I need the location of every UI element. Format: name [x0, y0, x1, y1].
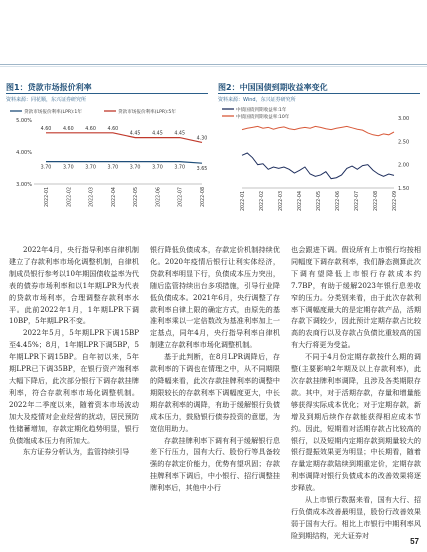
- paragraph: 银行降低负债成本，存款定价机制持续优化。2020年疫情后银行让利实体经济，贷款利率明显下行，负债成本压力突出，随后监管持续出台多项措施，引导行业降低负债成本。2021年6月，央行调整了存款利率自律上限的确定方式，由原先的基准利率乘以一定倍数改为基准利率加上一定基点，同年4月，央行指导利率自律机制建立存款利率市场化调整机制。: [150, 245, 280, 350]
- data-label: 3.70: [62, 165, 74, 171]
- x-tick-label: 2022-03: [89, 187, 95, 208]
- data-label: 4.45: [152, 131, 163, 137]
- x-tick-label: 2022-07: [178, 187, 184, 208]
- x-tick-label: 2022-01: [241, 191, 246, 212]
- legend-label: 贷款市场报价利率(LPR):1年: [24, 110, 82, 115]
- x-tick-label: 2022-05: [317, 191, 322, 212]
- data-label: 3.70: [174, 165, 186, 171]
- data-label: 4.60: [85, 126, 96, 132]
- paragraph: 存款挂牌利率下调有利于缓解银行息差下行压力，国有大行、股份行等具备较强的存款定价能力，优势有望巩固；存款挂牌利率下调后，中小银行、招行调整挂牌利率后，其他中小行: [150, 435, 280, 493]
- series-line: [46, 162, 202, 164]
- y-tick-label: 3.00%: [16, 182, 32, 188]
- data-label: 4.45: [174, 131, 186, 137]
- y-tick-label: 4.00%: [16, 150, 32, 156]
- x-tick-label: 2022-09: [393, 191, 398, 212]
- x-tick-label: 2022-08: [201, 187, 206, 208]
- figure-2-source: 资料来源：Wind，东兴证券研究所: [218, 97, 296, 103]
- y-tick-label: 1.50: [398, 186, 410, 192]
- data-label: 3.65: [196, 167, 208, 173]
- figure-1-source: 资料来源：同花顺，东兴证券研究所: [6, 97, 87, 103]
- data-label: 3.70: [152, 165, 163, 171]
- data-label: 4.45: [129, 131, 141, 137]
- x-tick-label: 2022-04: [298, 191, 303, 212]
- x-tick-label: 2022-08: [374, 191, 379, 212]
- x-tick-label: 2022-07: [355, 191, 360, 212]
- y-tick-label: 2.50: [398, 139, 410, 146]
- data-label: 3.70: [85, 165, 96, 171]
- text-column-1: [9, 244, 139, 458]
- figure-1-title: 图1：贷款市场报价利率: [6, 83, 92, 92]
- figure-2-chart: [218, 106, 420, 230]
- legend-label: 贷款市场报价利率(LPR):5年: [118, 110, 176, 115]
- header-rule: [0, 64, 427, 65]
- figure-2: [218, 80, 420, 230]
- x-tick-label: 2022-06: [156, 187, 162, 208]
- bond-yield-line-chart: [218, 106, 420, 230]
- paragraph: 2022年5月，5年期LPR下调15BP至4.45%；8月，1年期LPR下调5BP，5年期LPR下调15BP。自年初以来，5年期LPR已下调35BP，在银行资产端利率大幅下降后，此次部分银行下调存款挂牌利率，符合存款利率市场化调整机制。2022年二季度以来，随着资本市场波动加大及疫情对企业经营的扰动，居民预防性储蓄增加，存款定期化趋势明显，银行负债端成本压力有所加大。: [9, 328, 139, 445]
- paragraph: 基于此判断，在8月LPR调降后，存款利率的下调也在情理之中，从不同期限的降幅来看，此次存款挂牌利率的调整中期限较长的存款利率下调幅度更大，中长期存款利率的调降，有助于缓解银行负债成本压力，鼓励银行债券投资的意愿，为宽信用助力。: [150, 352, 280, 433]
- x-tick-label: 2022-04: [111, 187, 117, 208]
- data-label: 4.60: [62, 126, 74, 132]
- figure-1: [6, 80, 208, 230]
- x-tick-label: 2022-06: [336, 191, 341, 212]
- data-label: 4.60: [40, 126, 52, 132]
- figure-2-header: [218, 80, 420, 94]
- paragraph: 2022年4月，央行指导利率自律机制建立了存款利率市场化调整机制，自律机制成员银行参考以10年期国债收益率为代表的债券市场利率和以1年期LPR为代表的贷款市场利率，合理调整存款利率水平。此前2022年1月，1年期LPR下调10BP，5年期LPR不变。: [9, 245, 139, 326]
- paragraph: 东方证券分析认为，监管持续引导: [23, 447, 130, 457]
- paragraph: 从上市银行数据来看，国有大行、招行负债成本改善最明显，股份行改善效果弱于国有大行。相比上市银行中期利率风险到期结构，光大证券对: [291, 495, 421, 540]
- x-tick-label: 2022-03: [279, 191, 284, 212]
- y-tick-label: 2.00: [398, 162, 410, 169]
- figure-1-chart: [6, 106, 208, 230]
- data-label: 4.30: [196, 136, 208, 142]
- x-tick-label: 2022-02: [260, 191, 265, 212]
- paragraph: 不同于4月份定期存款按什么期的调整(主要影响2年期及以上存款利率)，此次存款挂牌利率调降，且涉及各类期限存款。其中，对于活期存款，存量和增量能够获得实际成本优化；对于定期存款，新增及到期后续作存款能获得相应成本节约。因此，短期看对活期存款占比较高的银行，以及短期内定期存款到期量较大的银行提振效果更为明显；中长期看，随着存量定期存款陆续到期重定价，定期存款利率调降对银行负债成本的改善效果将逐步释放。: [291, 352, 421, 493]
- series-line: [242, 153, 394, 179]
- text-column-3: [291, 244, 421, 542]
- paragraph: 也会跟进下调。假设所有上市银行均按相同幅度下调存款利率，我们静态测算此次下调有望降低上市银行存款成本约7.7BP，有助于缓解2023年银行息差收窄的压力。分类别来看，由于此次存款利率下调幅度最大的是定期存款产品，活期存款下调较少，因此预计定期存款占比较高的农商行以及存款占负债比重较高的国有大行将更为受益。: [291, 245, 421, 350]
- series-line: [242, 126, 394, 135]
- body-text: [6, 244, 421, 544]
- header-rule-thin: [0, 66, 427, 67]
- data-label: 4.60: [107, 126, 119, 132]
- x-tick-label: 2022-02: [67, 187, 73, 208]
- data-label: 3.70: [129, 165, 141, 171]
- text-column-2: [150, 244, 280, 494]
- y-tick-label: 3.00: [398, 116, 410, 122]
- data-label: 3.70: [40, 165, 52, 171]
- page-number: 57: [410, 537, 419, 546]
- figure-2-title: 图2：中国国债到期收益率变化: [218, 83, 328, 92]
- legend-label: 中债国债到期收益率:1年: [236, 108, 287, 113]
- x-tick-label: 2022-05: [134, 187, 140, 208]
- figure-1-header: [6, 80, 208, 94]
- data-label: 3.70: [107, 165, 119, 171]
- x-tick-label: 2022-01: [45, 187, 50, 208]
- legend-label: 中债国债到期收益率:10年: [236, 115, 290, 120]
- lpr-line-chart: [6, 106, 208, 230]
- y-tick-label: 5.00%: [16, 118, 32, 124]
